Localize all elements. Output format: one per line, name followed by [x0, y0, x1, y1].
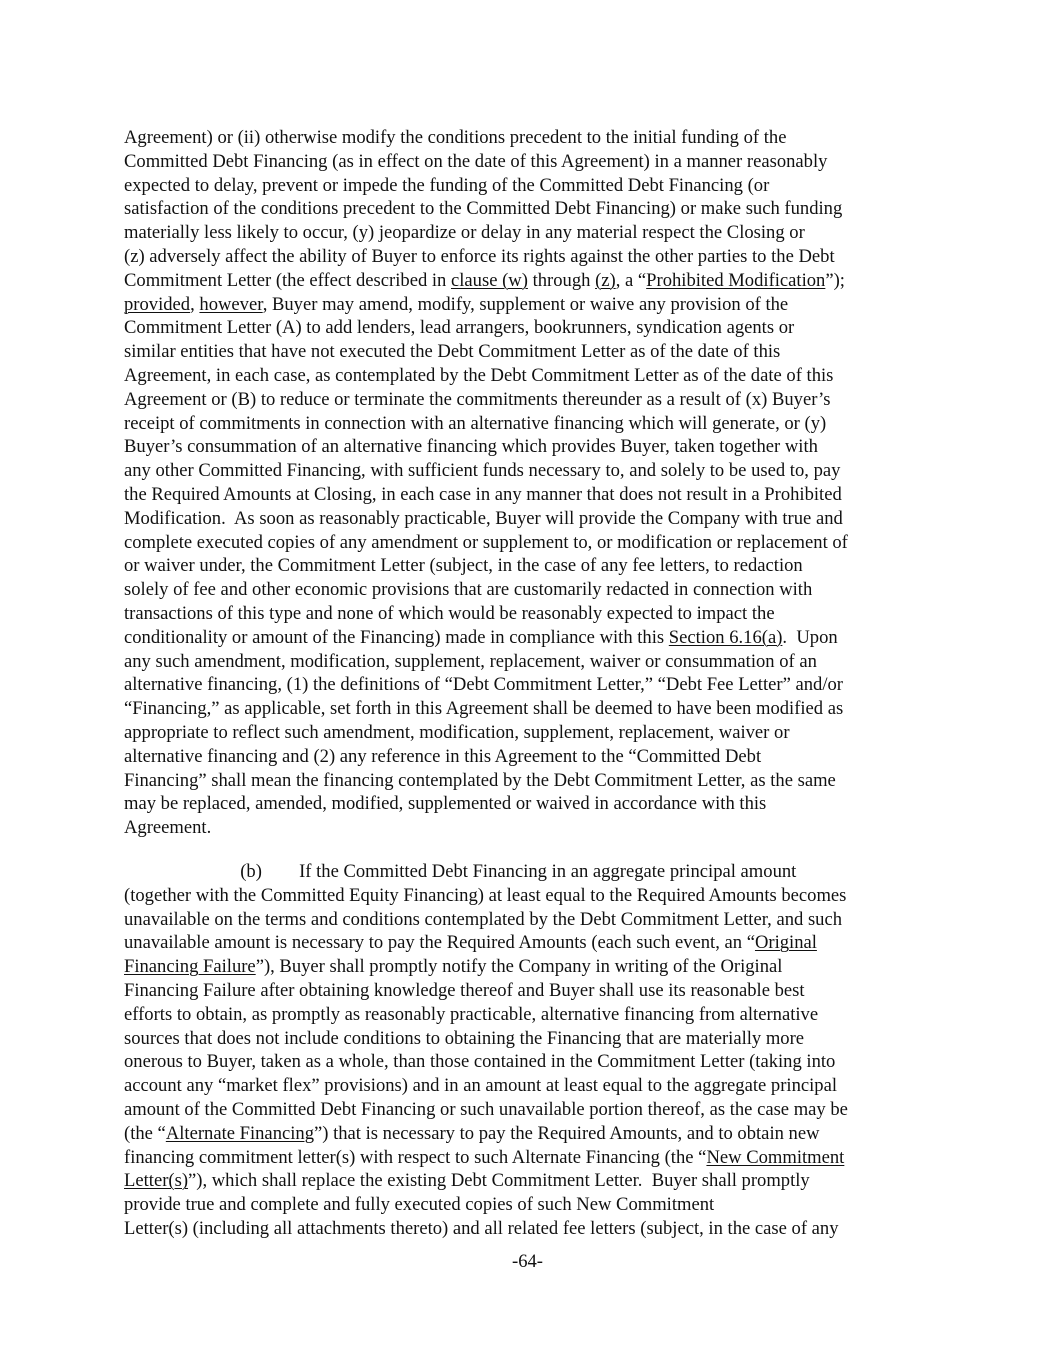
text-line	[124, 554, 944, 578]
text-line	[124, 1122, 944, 1146]
text-line	[124, 412, 944, 436]
text-line	[124, 908, 944, 932]
text-run: alternative financing and (2) any reference in this Agreement to the “Committed Debt	[124, 745, 762, 767]
text-run: (z) adversely affect the ability of Buyer to enforce its rights against the other parties to the Debt	[124, 245, 835, 267]
text-run: the Required Amounts at Closing, in each case in any manner that does not result in a Prohibited	[124, 483, 842, 505]
text-line	[124, 816, 944, 840]
text-run: receipt of commitments in connection with an alternative financing which will generate, or (y)	[124, 412, 827, 434]
text-run: Agreement, in each case, as contemplated by the Debt Commitment Letter as of the date of this	[124, 364, 834, 386]
text-line	[124, 221, 944, 245]
text-run: Financing” shall mean the financing contemplated by the Debt Commitment Letter, as the same	[124, 769, 836, 791]
text-run: satisfaction of the conditions precedent to the Committed Debt Financing) or make such funding	[124, 198, 843, 220]
text-line	[124, 745, 944, 769]
text-line	[124, 626, 944, 650]
text-run: ”), which shall replace the existing Debt Commitment Letter. Buyer shall promptly	[188, 1170, 810, 1192]
text-line	[124, 884, 944, 908]
paragraph-b	[124, 860, 944, 1241]
text-line	[124, 1169, 944, 1193]
text-run: Commitment Letter (A) to add lenders, lead arrangers, bookrunners, syndication agents or	[124, 317, 795, 339]
defined-term: Alternate Financing	[165, 1122, 314, 1144]
text-line	[124, 483, 944, 507]
text-line	[124, 531, 944, 555]
paragraph-continuation	[124, 126, 944, 840]
text-line	[124, 388, 944, 412]
text-run: , a “	[615, 269, 647, 291]
text-run: provide true and complete and fully executed copies of such New Commitment	[124, 1194, 715, 1216]
text-run: unavailable amount is necessary to pay the Required Amounts (each such event, an “	[124, 932, 755, 954]
page-number: -64-	[512, 1251, 543, 1272]
text-run: , Buyer may amend, modify, supplement or waive any provision of the	[262, 293, 789, 315]
text-line	[124, 150, 944, 174]
text-run: amount of the Committed Debt Financing or such unavailable portion thereof, as the case may be	[124, 1098, 848, 1120]
text-run: Agreement) or (ii) otherwise modify the conditions precedent to the initial funding of the	[124, 127, 787, 148]
text-run: transactions of this type and none of which would be reasonably expected to impact the	[124, 602, 775, 624]
defined-term: Letter(s)	[124, 1170, 189, 1192]
text-line	[124, 697, 944, 721]
text-run: efforts to obtain, as promptly as reasonably practicable, alternative financing from alternative	[124, 1003, 819, 1025]
text-line	[124, 435, 944, 459]
text-run: complete executed copies of any amendment or supplement to, or modification or replacement of	[124, 531, 848, 553]
defined-term: clause (w)	[451, 269, 528, 291]
text-run: alternative financing, (1) the definitions of “Debt Commitment Letter,” “Debt Fee Letter” and/or	[124, 674, 843, 696]
text-run: solely of fee and other economic provisions that are customarily redacted in connection with	[124, 579, 813, 601]
text-run: any such amendment, modification, supplement, replacement, waiver or consummation of an	[124, 650, 817, 672]
text-run: . Upon	[782, 626, 838, 648]
text-line	[124, 860, 944, 884]
text-line	[124, 650, 944, 674]
defined-term: Section 6.16(a)	[668, 626, 783, 648]
text-line	[124, 1193, 944, 1217]
text-run: account any “market flex” provisions) and in an amount at least equal to the aggregate principal	[124, 1075, 838, 1097]
text-line	[124, 769, 944, 793]
text-run: or waiver under, the Commitment Letter (subject, in the case of any fee letters, to redaction	[124, 555, 803, 577]
text-line	[124, 269, 944, 293]
text-line	[124, 602, 944, 626]
text-line	[124, 1098, 944, 1122]
text-run: expected to delay, prevent or impede the funding of the Committed Debt Financing (or	[124, 174, 770, 196]
text-line	[124, 197, 944, 221]
text-line	[124, 364, 944, 388]
defined-term: provided	[124, 293, 191, 315]
defined-term: (z)	[595, 269, 616, 291]
text-run: may be replaced, amended, modified, supplemented or waived in accordance with this	[124, 793, 767, 815]
defined-term: New Commitment	[706, 1146, 845, 1168]
text-run: Buyer’s consummation of an alternative financing which provides Buyer, taken together with	[124, 436, 818, 458]
defined-term: Prohibited Modification	[646, 269, 826, 291]
text-line	[124, 174, 944, 198]
text-line	[124, 293, 944, 317]
text-line	[124, 578, 944, 602]
text-run: Commitment Letter (the effect described in	[124, 269, 451, 291]
text-line	[124, 792, 944, 816]
text-line	[124, 1003, 944, 1027]
text-line	[124, 1027, 944, 1051]
text-line	[124, 721, 944, 745]
text-line	[124, 955, 944, 979]
text-run: Modification. As soon as reasonably practicable, Buyer will provide the Company with true and	[124, 507, 843, 529]
text-run: onerous to Buyer, taken as a whole, than those contained in the Commitment Letter (taking into	[124, 1051, 836, 1073]
text-run: Agreement or (B) to reduce or terminate the commitments thereunder as a result of (x) Buyer’s	[124, 388, 831, 410]
text-run: (the “	[124, 1122, 166, 1144]
text-line	[124, 931, 944, 955]
text-line	[124, 245, 944, 269]
text-run: ”) that is necessary to pay the Required Amounts, and to obtain new	[314, 1122, 820, 1144]
defined-term: Financing Failure	[124, 956, 256, 978]
text-run: unavailable on the terms and conditions contemplated by the Debt Commitment Letter, and such	[124, 908, 843, 930]
text-line	[124, 316, 944, 340]
text-line	[124, 340, 944, 364]
text-run: (together with the Committed Equity Financing) at least equal to the Required Amounts becomes	[124, 884, 847, 906]
text-line	[124, 507, 944, 531]
text-run: Committed Debt Financing (as in effect on the date of this Agreement) in a manner reasonably	[124, 150, 828, 172]
text-line	[124, 1146, 944, 1170]
text-run: financing commitment letter(s) with respect to such Alternate Financing (the “	[124, 1146, 707, 1168]
text-line	[124, 1217, 944, 1241]
text-run: (b) If the Committed Debt Financing in an aggregate principal amount	[124, 861, 797, 882]
text-run: “Financing,” as applicable, set forth in this Agreement shall be deemed to have been modified as	[124, 698, 844, 720]
text-line	[124, 126, 944, 150]
text-run: ”), Buyer shall promptly notify the Company in writing of the Original	[255, 956, 783, 978]
text-line	[124, 979, 944, 1003]
text-run: sources that does not include conditions to obtaining the Financing that are materially more	[124, 1027, 805, 1049]
defined-term: Original	[754, 932, 817, 954]
text-line	[124, 673, 944, 697]
text-run: ,	[190, 293, 200, 315]
text-run: Letter(s) (including all attachments thereto) and all related fee letters (subject, in the case of any	[124, 1217, 839, 1239]
text-run: ”);	[825, 269, 845, 291]
text-run: conditionality or amount of the Financing) made in compliance with this	[124, 626, 669, 648]
text-line	[124, 459, 944, 483]
text-run: through	[527, 269, 596, 291]
text-run: Financing Failure after obtaining knowledge thereof and Buyer shall use its reasonable best	[124, 979, 805, 1001]
text-line	[124, 1050, 944, 1074]
text-run: any other Committed Financing, with sufficient funds necessary to, and solely to be used to, pay	[124, 460, 841, 482]
text-run: materially less likely to occur, (y) jeopardize or delay in any material respect the Closing or	[124, 222, 805, 244]
text-run: Agreement.	[124, 817, 212, 839]
text-run: appropriate to reflect such amendment, modification, supplement, replacement, waiver or	[124, 721, 790, 743]
text-run: similar entities that have not executed the Debt Commitment Letter as of the date of this	[124, 341, 781, 363]
defined-term: however	[199, 293, 263, 315]
text-line	[124, 1074, 944, 1098]
